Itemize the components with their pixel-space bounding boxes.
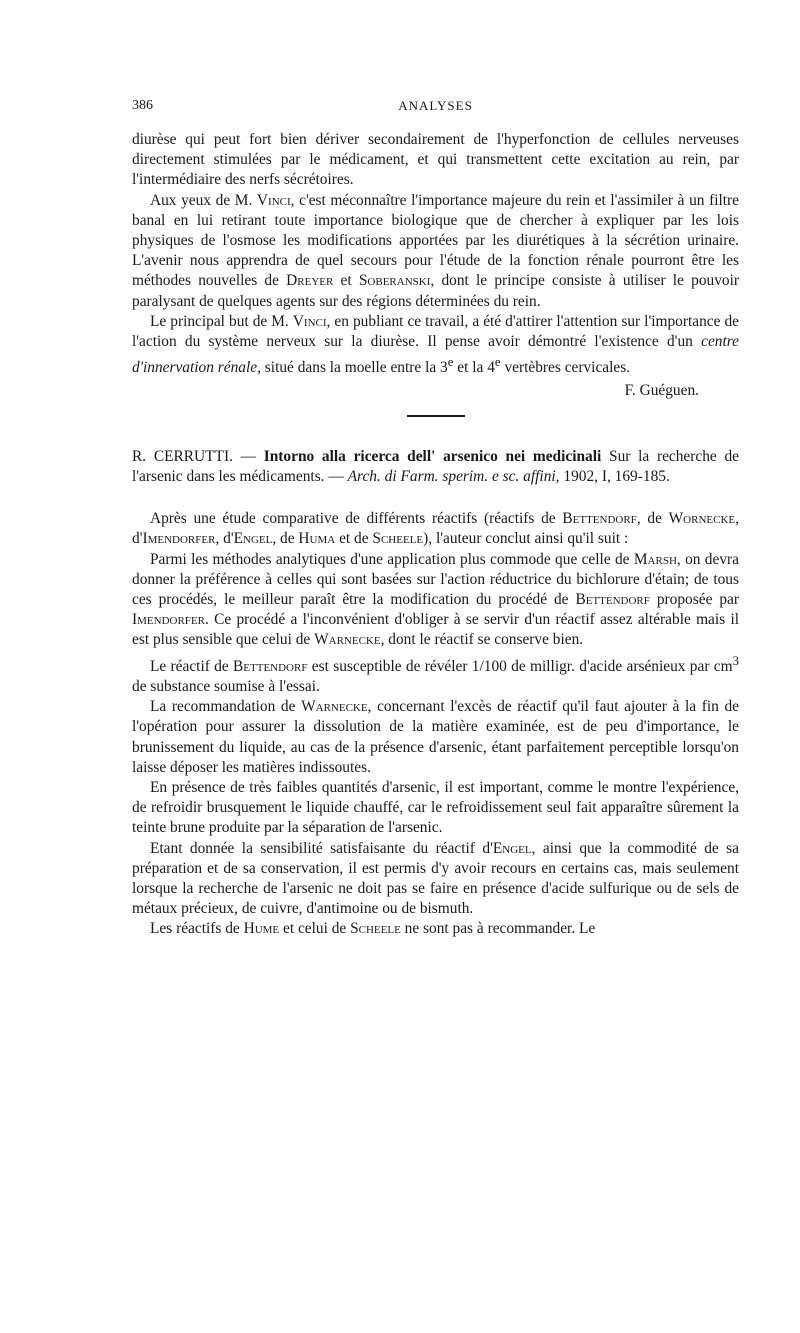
section-divider (407, 415, 465, 417)
text-run: La recommandation de (150, 698, 302, 716)
author-name: Soberanski (358, 272, 431, 290)
author-name: Bettendorf (562, 510, 637, 528)
review2-paragraph-2 (132, 550, 739, 651)
text-run: , d' (215, 530, 234, 548)
author-name: Hume (243, 920, 280, 938)
text-run: , de (272, 530, 299, 548)
text-run: et celui de (279, 920, 351, 938)
author-name: Engel (233, 530, 273, 548)
text-run: Etant donnée la sensibilité satisfaisante du réactif d' (150, 839, 493, 857)
author-name: Dreyer (286, 272, 334, 290)
review2-paragraph-4 (132, 697, 739, 778)
superscript: 3 (732, 653, 739, 668)
author-name: Engel (492, 839, 532, 857)
author-name: Marsh (633, 550, 677, 568)
running-title: ANALYSES (398, 98, 473, 113)
text-run: , dont le réactif se conserve bien. (380, 631, 584, 649)
text-run: ), l'auteur conclut ainsi qu'il suit : (423, 530, 629, 548)
italic-term: centre d'innervation rénale (132, 333, 739, 377)
text-run: , d' (132, 510, 739, 548)
author-name: Bettendorf (575, 590, 650, 608)
review2-journal: Arch. di Farm. sperim. e sc. affini (347, 467, 556, 485)
text-run: et (333, 272, 359, 290)
author-name: Vinci (292, 312, 327, 330)
review1-paragraph-3 (132, 312, 739, 379)
text-run: , on devra donner la préférence à celles qui sont basées sur l'action réductrice du bichlorure d'étain; de tous ces procédés, le meilleur paraît être la modification du procédé de (132, 550, 739, 608)
review2-paragraph-5: En présence de très faibles quantités d'arsenic, il est important, comme le montre l'expérience, de refroidir brusquement le liquide chauffé, car le refroidissement seul fait apparaître sûrement la teinte brune produite par la séparation de l'arsenic. (132, 778, 739, 837)
superscript: e (447, 355, 454, 370)
text-run: , en publiant ce travail, a été d'attirer l'attention sur l'importance de l'action du système nerveux sur la diurèse. Il pense avoir démontré l'existence d'un (132, 312, 739, 351)
author-name: Scheele (350, 920, 401, 938)
review2-title: Intorno alla ricerca dell' arsenico nei medicinali (263, 447, 602, 465)
spacer (132, 487, 739, 509)
review2-paragraph-7 (132, 919, 739, 939)
review2-paragraph-6 (132, 839, 739, 920)
review2-citation: , 1902, I, 169-185. (555, 467, 670, 485)
text-run: vertèbres cervicales. (500, 359, 631, 377)
author-name: Imendorfer (132, 611, 205, 629)
review2-author: R. CERRUTTI. (132, 447, 233, 465)
author-name: Wornecke (668, 510, 736, 528)
text-run: , c'est méconnaître l'importance majeure du rein et l'assimiler à un filtre banal en lui retirant toute importance biologique que de chercher à expliquer par les lois physiques de l'osmose les modifications apportées par les diurétiques à la sécrétion urinaire. L'avenir nous apprendra de quel secours pour l'étude de la fonction rénale pourront être les méthodes nouvelles de (132, 191, 739, 290)
text-run: et de (335, 530, 373, 548)
author-name: Warnecke (301, 698, 368, 716)
text-run: Parmi les méthodes analytiques d'une application plus commode que celle de (150, 550, 634, 568)
text-run: . Ce procédé a l'inconvénient d'obliger à se servir d'un réactif assez altérable mais il est plus sensible que celui de (132, 611, 739, 649)
text-run: proposée par (649, 590, 739, 608)
text-run: Le réactif de (150, 657, 234, 675)
superscript: e (494, 355, 501, 370)
text-run: , dont le principe consiste à utiliser le pouvoir paralysant de quelques agents sur des régions déterminées du rein. (132, 272, 740, 310)
review1-paragraph-2 (132, 191, 739, 312)
text-run: — (232, 447, 264, 465)
author-name: Vinci (256, 191, 291, 209)
text-run: , de (636, 510, 669, 528)
author-name: Imendorfer (142, 530, 216, 548)
review2-title-translation: Sur la recherche de l'arsenic dans les médicaments. — (132, 447, 739, 485)
author-name: Scheele (372, 530, 424, 548)
author-name: Bettendorf (233, 657, 308, 675)
review2-paragraph-1 (132, 509, 739, 549)
page-header (132, 96, 739, 118)
text-run: , ainsi que la commodité de sa préparation et de sa conservation, il est permis d'y avoir recours en certains cas, mais seulement lorsque la recherche de l'arsenic ne doit pas se faire en présence d'acide sulfurique ou de sels de métaux précieux, de cuivre, d'antimoine ou de bismuth. (132, 839, 740, 918)
text-run: Le principal but de M. (150, 312, 293, 330)
document-page (132, 96, 739, 940)
author-name: Huma (298, 530, 336, 548)
text-run: ne sont pas à recommander. Le (400, 920, 596, 938)
author-name: Warnecke (314, 631, 381, 649)
text-run: , situé dans la moelle entre la 3 (257, 359, 448, 377)
text-run: et la 4 (453, 359, 495, 377)
text-run: Après une étude comparative de différents réactifs (réactifs de (150, 510, 563, 528)
page-number: 386 (132, 98, 153, 113)
text-run: Les réactifs de (150, 920, 244, 938)
text-run: est susceptible de révéler 1/100 de milligr. d'acide arsénieux par cm (307, 657, 733, 675)
review1-paragraph-1: diurèse qui peut fort bien dériver secondairement de l'hyperfonction de cellules nerveuses directement stimulées par le médicament, et qui transmettent cette excitation au rein, par l'intermédiaire des nerfs sécrétoires. (132, 131, 739, 189)
review1-signature: F. Guéguen. (624, 381, 699, 399)
text-run: , concernant l'excès de réactif qu'il faut ajouter à la fin de l'opération pour assurer la dissolution de la matière examinée, est de peu d'importance, le brunissement du liquide, au cas de la présence d'arsenic, étant parfaitement perceptible lorsqu'on laisse déposer les matières indissoutes. (132, 698, 739, 776)
review2-reference (132, 447, 739, 487)
review2-paragraph-3 (132, 651, 739, 698)
text-run: de substance soumise à l'essai. (132, 677, 320, 695)
text-run: Aux yeux de M. (150, 191, 257, 209)
